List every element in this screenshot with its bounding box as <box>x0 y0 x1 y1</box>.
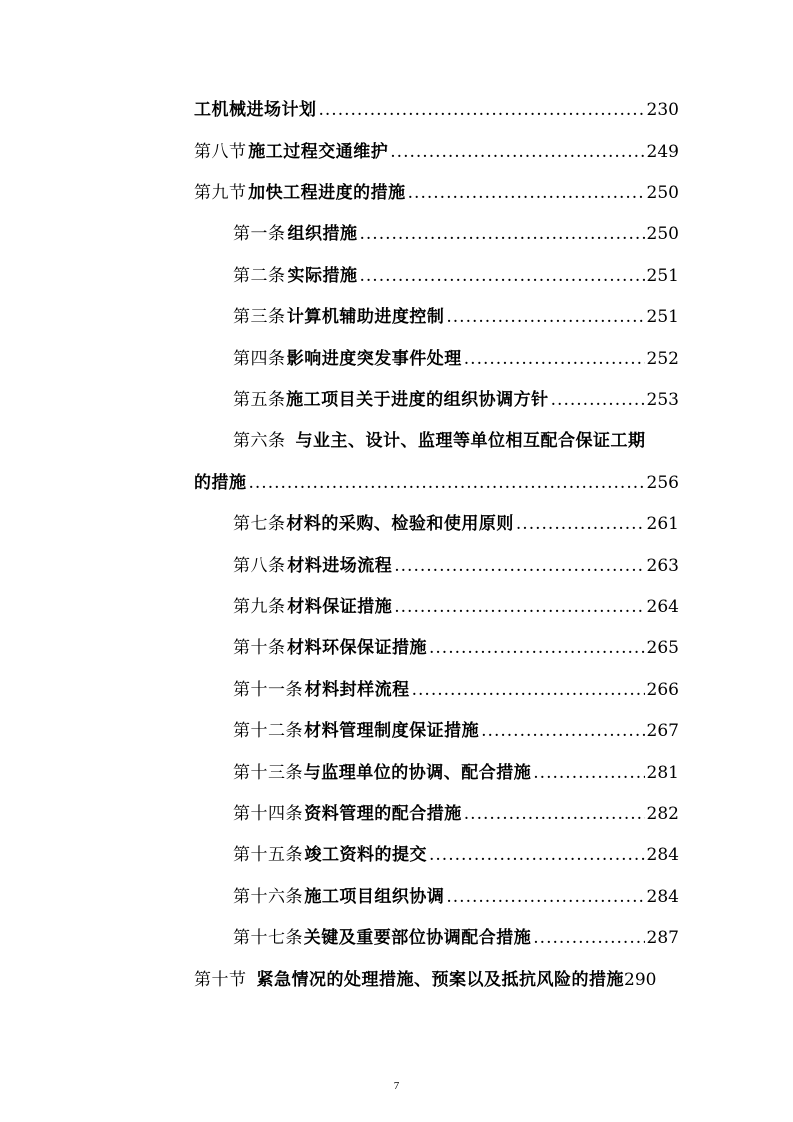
toc-entry-title: 加快工程进度的措施 <box>248 183 406 203</box>
toc-entry-title: 工机械进场计划 <box>194 100 317 120</box>
toc-entry-title: 关键及重要部位协调配合措施 <box>303 928 532 948</box>
toc-entry-page: 266 <box>646 680 679 700</box>
toc-entry-title: 竣工资料的提交 <box>304 845 427 865</box>
toc-leader-dots <box>533 758 644 788</box>
toc-leader-dots <box>394 592 644 622</box>
toc-entry[interactable] <box>0 965 793 995</box>
toc-leader-dots <box>394 551 644 581</box>
toc-leader-dots <box>249 468 645 498</box>
toc-entry[interactable] <box>0 592 793 622</box>
toc-entry-number: 第九条 <box>233 597 286 617</box>
toc-entry-number: 第四条 <box>233 349 286 369</box>
toc-entry[interactable] <box>0 758 793 788</box>
toc-entry[interactable] <box>0 840 793 870</box>
toc-entry-title: 与业主、设计、监理等单位相互配合保证工期 <box>295 431 646 451</box>
toc-leader-dots <box>551 385 645 415</box>
toc-entry-number: 第十条 <box>233 638 286 658</box>
toc-entry[interactable] <box>0 261 793 291</box>
toc-entry[interactable] <box>0 137 793 167</box>
toc-leader-dots <box>516 509 645 539</box>
toc-entry-number: 第十节 <box>194 970 247 990</box>
toc-entry[interactable] <box>0 178 793 208</box>
toc-entry[interactable] <box>0 509 793 539</box>
toc-entry-title: 材料进场流程 <box>287 556 393 576</box>
toc-entry-number: 第七条 <box>233 514 286 534</box>
toc-entry-title: 材料管理制度保证措施 <box>304 721 480 741</box>
toc-entry[interactable] <box>0 923 793 953</box>
page-number: 7 <box>393 1080 400 1092</box>
toc-entry-number: 第十三条 <box>233 763 303 783</box>
toc-entry[interactable] <box>0 95 793 125</box>
toc-entry-title: 施工项目组织协调 <box>304 887 445 907</box>
toc-entry-page: 284 <box>646 845 679 865</box>
toc-leader-dots <box>429 840 645 870</box>
toc-entry-title: 的措施 <box>194 473 247 493</box>
toc-entry-title: 实际措施 <box>287 266 358 286</box>
toc-entry-number: 第五条 <box>233 390 286 410</box>
toc-entry-page: 287 <box>646 928 679 948</box>
toc-leader-dots <box>390 137 644 167</box>
toc-leader-dots <box>446 302 644 332</box>
toc-entry-page: 290 <box>624 970 657 990</box>
toc-entry[interactable] <box>0 551 793 581</box>
toc-entry-title: 施工过程交通维护 <box>248 142 389 162</box>
toc-entry[interactable] <box>0 468 793 498</box>
toc-entry-page: 267 <box>646 721 679 741</box>
toc-entry-page: 252 <box>646 349 679 369</box>
toc-entry-number: 第八条 <box>233 556 286 576</box>
toc-entry-page: 263 <box>646 556 679 576</box>
toc-leader-dots <box>408 178 645 208</box>
toc-entry-number: 第十六条 <box>233 887 303 907</box>
toc-leader-dots <box>359 261 644 291</box>
toc-leader-dots <box>412 675 645 705</box>
toc-entry-page: 249 <box>646 142 679 162</box>
toc-entry-number: 第十五条 <box>233 845 303 865</box>
toc-entry-number: 第十七条 <box>233 928 303 948</box>
toc-entry-number: 第一条 <box>233 224 286 244</box>
toc-entry-title: 组织措施 <box>287 224 358 244</box>
toc-entry-number: 第三条 <box>233 307 286 327</box>
toc-entry[interactable] <box>0 716 793 746</box>
toc-entry-title: 资料管理的配合措施 <box>304 804 462 824</box>
toc-entry-page: 264 <box>646 597 679 617</box>
toc-entry-number: 第十二条 <box>233 721 303 741</box>
toc-entry-page: 250 <box>646 183 679 203</box>
toc-entry-title: 材料的采购、检验和使用原则 <box>286 514 514 534</box>
toc-entry-page: 230 <box>646 100 679 120</box>
toc-entry-page: 282 <box>646 804 679 824</box>
toc-entry-page: 281 <box>646 763 679 783</box>
toc-entry-page: 265 <box>646 638 679 658</box>
toc-entry-number: 第八节 <box>194 142 247 162</box>
toc-entry-number: 第九节 <box>194 183 247 203</box>
toc-leader-dots <box>464 344 645 374</box>
toc-entry-title: 紧急情况的处理措施、预案以及抵抗风险的措施 <box>256 970 624 990</box>
toc-entry-number: 第十一条 <box>233 680 303 700</box>
toc-entry[interactable] <box>0 426 793 456</box>
toc-entry-page: 251 <box>646 266 679 286</box>
toc-entry-number: 第六条 <box>233 431 286 451</box>
toc-leader-dots <box>446 882 644 912</box>
toc-entry-title: 影响进度突发事件处理 <box>286 349 462 369</box>
toc-leader-dots <box>481 716 644 746</box>
toc-entry-number: 第十四条 <box>233 804 303 824</box>
toc-entry-page: 256 <box>646 473 679 493</box>
toc-entry[interactable] <box>0 675 793 705</box>
toc-entry-page: 261 <box>646 514 679 534</box>
toc-entry-title: 材料环保保证措施 <box>287 638 427 658</box>
toc-entry-page: 251 <box>646 307 679 327</box>
toc-entry-page: 253 <box>646 390 679 410</box>
toc-entry-title: 与监理单位的协调、配合措施 <box>303 763 532 783</box>
toc-entry[interactable] <box>0 799 793 829</box>
toc-entry[interactable] <box>0 344 793 374</box>
toc-entry[interactable] <box>0 219 793 249</box>
toc-entry-title: 计算机辅助进度控制 <box>286 307 445 327</box>
toc-entry-number: 第二条 <box>233 266 286 286</box>
toc-leader-dots <box>464 799 645 829</box>
toc-entry-page: 284 <box>646 887 679 907</box>
toc-leader-dots <box>533 923 644 953</box>
toc-leader-dots <box>359 219 644 249</box>
toc-entry-title: 施工项目关于进度的组织协调方针 <box>286 390 549 410</box>
toc-entry[interactable] <box>0 385 793 415</box>
toc-entry-page: 250 <box>646 224 679 244</box>
toc-entry[interactable] <box>0 882 793 912</box>
toc-entry[interactable] <box>0 633 793 663</box>
toc-entry-title: 材料保证措施 <box>287 597 393 617</box>
toc-leader-dots <box>319 95 645 125</box>
toc-entry[interactable] <box>0 302 793 332</box>
toc-entry-title: 材料封样流程 <box>304 680 410 700</box>
toc-leader-dots <box>429 633 645 663</box>
